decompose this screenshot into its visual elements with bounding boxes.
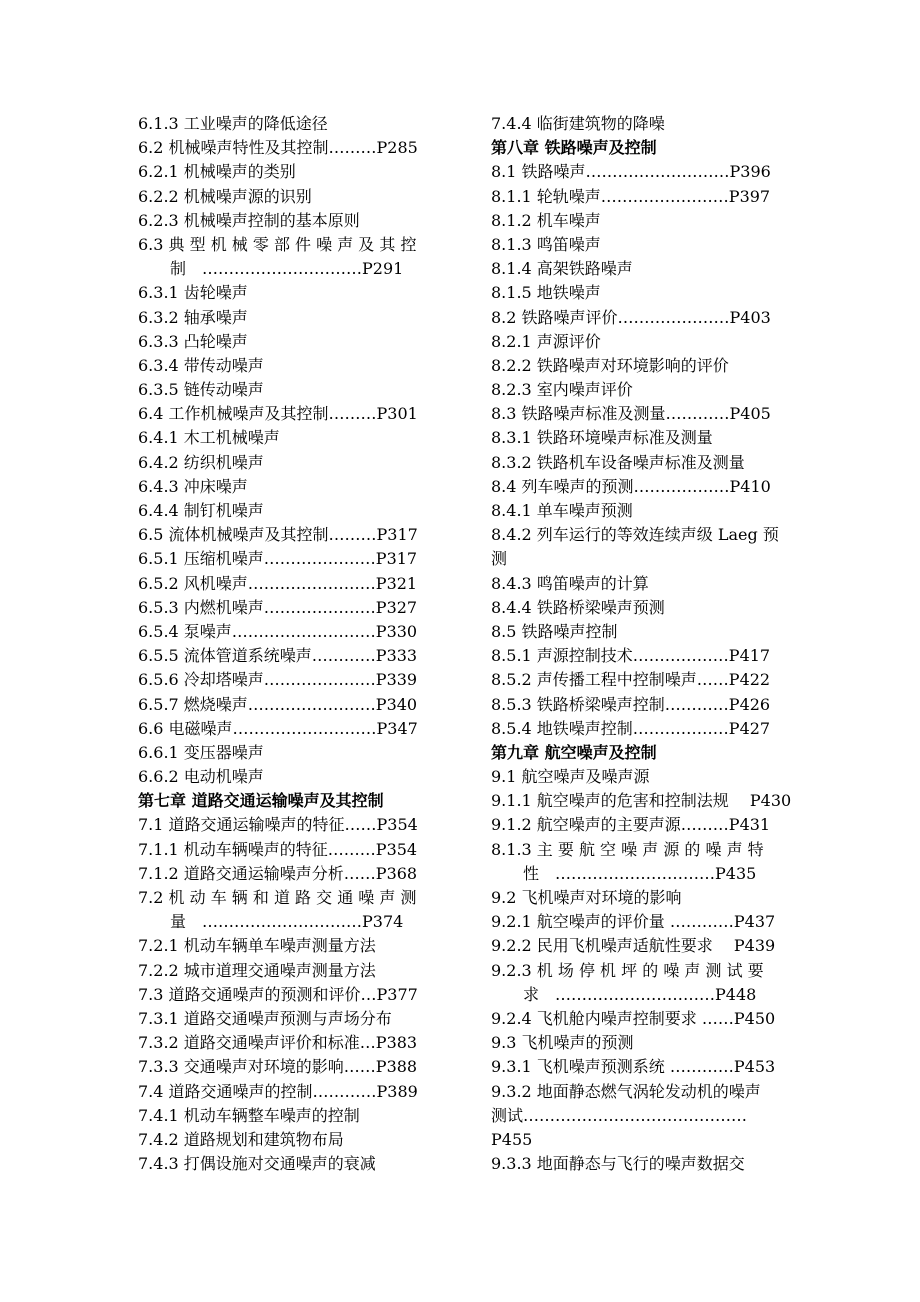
toc-entry: 7.3.2 道路交通噪声评价和标准…P383	[138, 1033, 418, 1053]
toc-entry: 6.4.3 冲床噪声	[138, 476, 248, 496]
toc-entry: 量 …………………………P374	[138, 912, 404, 932]
toc-entry: 6.2.3 机械噪声控制的基本原则	[138, 210, 360, 230]
toc-entry: 8.3 铁路噪声标准及测量…………P405	[491, 404, 771, 424]
toc-entry: 6.6 电磁噪声………………………P347	[138, 718, 418, 738]
toc-entry: 9.1.1 航空噪声的危害和控制法规 P430	[491, 791, 792, 811]
toc-entry: 8.1.4 高架铁路噪声	[491, 259, 633, 279]
toc-entry: 6.3.2 轴承噪声	[138, 307, 248, 327]
toc-entry: 8.5 铁路噪声控制	[491, 621, 618, 641]
toc-entry: 7.1.2 道路交通运输噪声分析……P368	[138, 863, 418, 883]
toc-entry: 8.5.4 地铁噪声控制………………P427	[491, 718, 771, 738]
toc-entry: 7.4.1 机动车辆整车噪声的控制	[138, 1105, 360, 1125]
chapter-heading: 第七章 道路交通运输噪声及其控制	[138, 791, 384, 811]
toc-entry: 8.2.2 铁路噪声对环境影响的评价	[491, 355, 729, 375]
toc-entry: 6.3.4 带传动噪声	[138, 355, 264, 375]
toc-entry: 8.4.4 铁路桥梁噪声预测	[491, 597, 665, 617]
toc-entry: 8.5.2 声传播工程中控制噪声……P422	[491, 670, 771, 690]
toc-entry: 8.1.3 主 要 航 空 噪 声 源 的 噪 声 特	[491, 839, 764, 859]
toc-entry: 测试……………………………………	[491, 1105, 748, 1125]
toc-entry: 6.4 工作机械噪声及其控制………P301	[138, 404, 418, 424]
toc-entry: 6.5.4 泵噪声………………………P330	[138, 621, 418, 641]
toc-entry: 性 …………………………P435	[491, 863, 757, 883]
toc-entry: 9.2.4 飞机舱内噪声控制要求 ……P450	[491, 1008, 776, 1028]
toc-entry: 6.6.2 电动机噪声	[138, 767, 264, 787]
toc-entry: 9.1 航空噪声及噪声源	[491, 767, 650, 787]
toc-entry: 7.2 机 动 车 辆 和 道 路 交 通 噪 声 测	[138, 888, 417, 907]
toc-entry: 8.1.2 机车噪声	[491, 210, 601, 230]
toc-entry: 7.4 道路交通噪声的控制…………P389	[138, 1081, 418, 1101]
toc-entry: 7.2.2 城市道理交通噪声测量方法	[138, 960, 376, 980]
toc-entry: 8.5.1 声源控制技术………………P417	[491, 646, 771, 666]
chapter-heading: 第八章 铁路噪声及控制	[491, 138, 657, 158]
toc-entry: 8.3.2 铁路机车设备噪声标准及测量	[491, 452, 745, 472]
toc-right-column	[491, 112, 811, 1176]
toc-entry: 8.2.1 声源评价	[491, 331, 601, 351]
toc-entry: 7.4.4 临街建筑物的降噪	[491, 114, 665, 133]
toc-entry: 6.3.1 齿轮噪声	[138, 283, 248, 303]
toc-entry: 7.3.3 交通噪声对环境的影响……P388	[138, 1057, 418, 1077]
toc-entry: 7.3 道路交通噪声的预测和评价…P377	[138, 984, 418, 1004]
toc-entry: 6.5.5 流体管道系统噪声…………P333	[138, 646, 418, 666]
toc-entry: 6.4.1 木工机械噪声	[138, 428, 280, 448]
toc-entry: 求 …………………………P448	[491, 984, 757, 1004]
toc-entry: 9.1.2 航空噪声的主要声源………P431	[491, 815, 771, 835]
toc-entry: 9.3 飞机噪声的预测	[491, 1033, 634, 1053]
toc-entry: 9.2 飞机噪声对环境的影响	[491, 888, 682, 907]
toc-entry: 6.5.2 风机噪声……………………P321	[138, 573, 418, 593]
toc-entry: 7.1 道路交通运输噪声的特征……P354	[138, 815, 418, 835]
toc-entry: 6.3.5 链传动噪声	[138, 380, 264, 400]
toc-entry: 8.2.3 室内噪声评价	[491, 380, 633, 400]
toc-entry: 8.2 铁路噪声评价…………………P403	[491, 307, 771, 327]
toc-entry: 8.4 列车噪声的预测………………P410	[491, 476, 771, 496]
toc-entry: 8.1.5 地铁噪声	[491, 283, 601, 303]
toc-entry: 6.1.3 工业噪声的降低途径	[138, 114, 328, 133]
toc-entry: 8.4.1 单车噪声预测	[491, 501, 633, 520]
toc-entry: 8.3.1 铁路环境噪声标准及测量	[491, 428, 713, 448]
toc-entry: 9.3.1 飞机噪声预测系统 …………P453	[491, 1057, 776, 1077]
toc-entry: 9.2.3 机 场 停 机 坪 的 噪 声 测 试 要	[491, 960, 764, 980]
toc-entry: 6.4.4 制钉机噪声	[138, 501, 264, 520]
toc-entry: 7.4.2 道路规划和建筑物布局	[138, 1129, 344, 1149]
toc-entry: 7.4.3 打偶设施对交通噪声的衰减	[138, 1154, 376, 1174]
toc-entry: 6.3.3 凸轮噪声	[138, 331, 248, 351]
toc-entry: 6.5 流体机械噪声及其控制………P317	[138, 525, 418, 545]
toc-entry: 8.4.3 鸣笛噪声的计算	[491, 573, 649, 593]
toc-entry: 6.5.1 压缩机噪声…………………P317	[138, 549, 418, 569]
toc-entry: 6.2 机械噪声特性及其控制………P285	[138, 138, 418, 158]
toc-entry: 6.5.6 冷却塔噪声…………………P339	[138, 670, 418, 690]
toc-entry: 9.3.2 地面静态燃气涡轮发动机的噪声	[491, 1081, 761, 1101]
toc-left-column	[138, 112, 448, 1176]
toc-entry: 制 …………………………P291	[138, 259, 404, 279]
toc-entry: 6.3 典 型 机 械 零 部 件 噪 声 及 其 控	[138, 234, 417, 254]
toc-entry: 8.5.3 铁路桥梁噪声控制…………P426	[491, 694, 771, 714]
toc-entry: 7.2.1 机动车辆单车噪声测量方法	[138, 936, 376, 956]
toc-entry: 6.5.7 燃烧噪声……………………P340	[138, 694, 418, 714]
toc-entry: P455	[491, 1129, 533, 1149]
toc-entry: 9.2.2 民用飞机噪声适航性要求 P439	[491, 936, 776, 956]
toc-entry: 6.4.2 纺织机噪声	[138, 452, 264, 472]
toc-entry: 8.1.1 轮轨噪声……………………P397	[491, 186, 771, 206]
toc-entry: 测	[491, 549, 508, 569]
toc-entry: 8.4.2 列车运行的等效连续声级 Laeg 预	[491, 525, 779, 545]
toc-entry: 9.3.3 地面静态与飞行的噪声数据交	[491, 1154, 745, 1174]
toc-entry: 6.6.1 变压器噪声	[138, 742, 264, 762]
toc-entry: 6.5.3 内燃机噪声…………………P327	[138, 597, 418, 617]
toc-entry: 9.2.1 航空噪声的评价量 …………P437	[491, 912, 776, 932]
toc-entry: 7.1.1 机动车辆噪声的特征………P354	[138, 839, 418, 859]
toc-entry: 8.1 铁路噪声………………………P396	[491, 162, 771, 182]
toc-entry: 6.2.1 机械噪声的类别	[138, 162, 296, 182]
toc-entry: 6.2.2 机械噪声源的识别	[138, 186, 312, 206]
toc-entry: 8.1.3 鸣笛噪声	[491, 234, 601, 254]
chapter-heading: 第九章 航空噪声及控制	[491, 742, 657, 762]
toc-entry: 7.3.1 道路交通噪声预测与声场分布	[138, 1008, 392, 1028]
